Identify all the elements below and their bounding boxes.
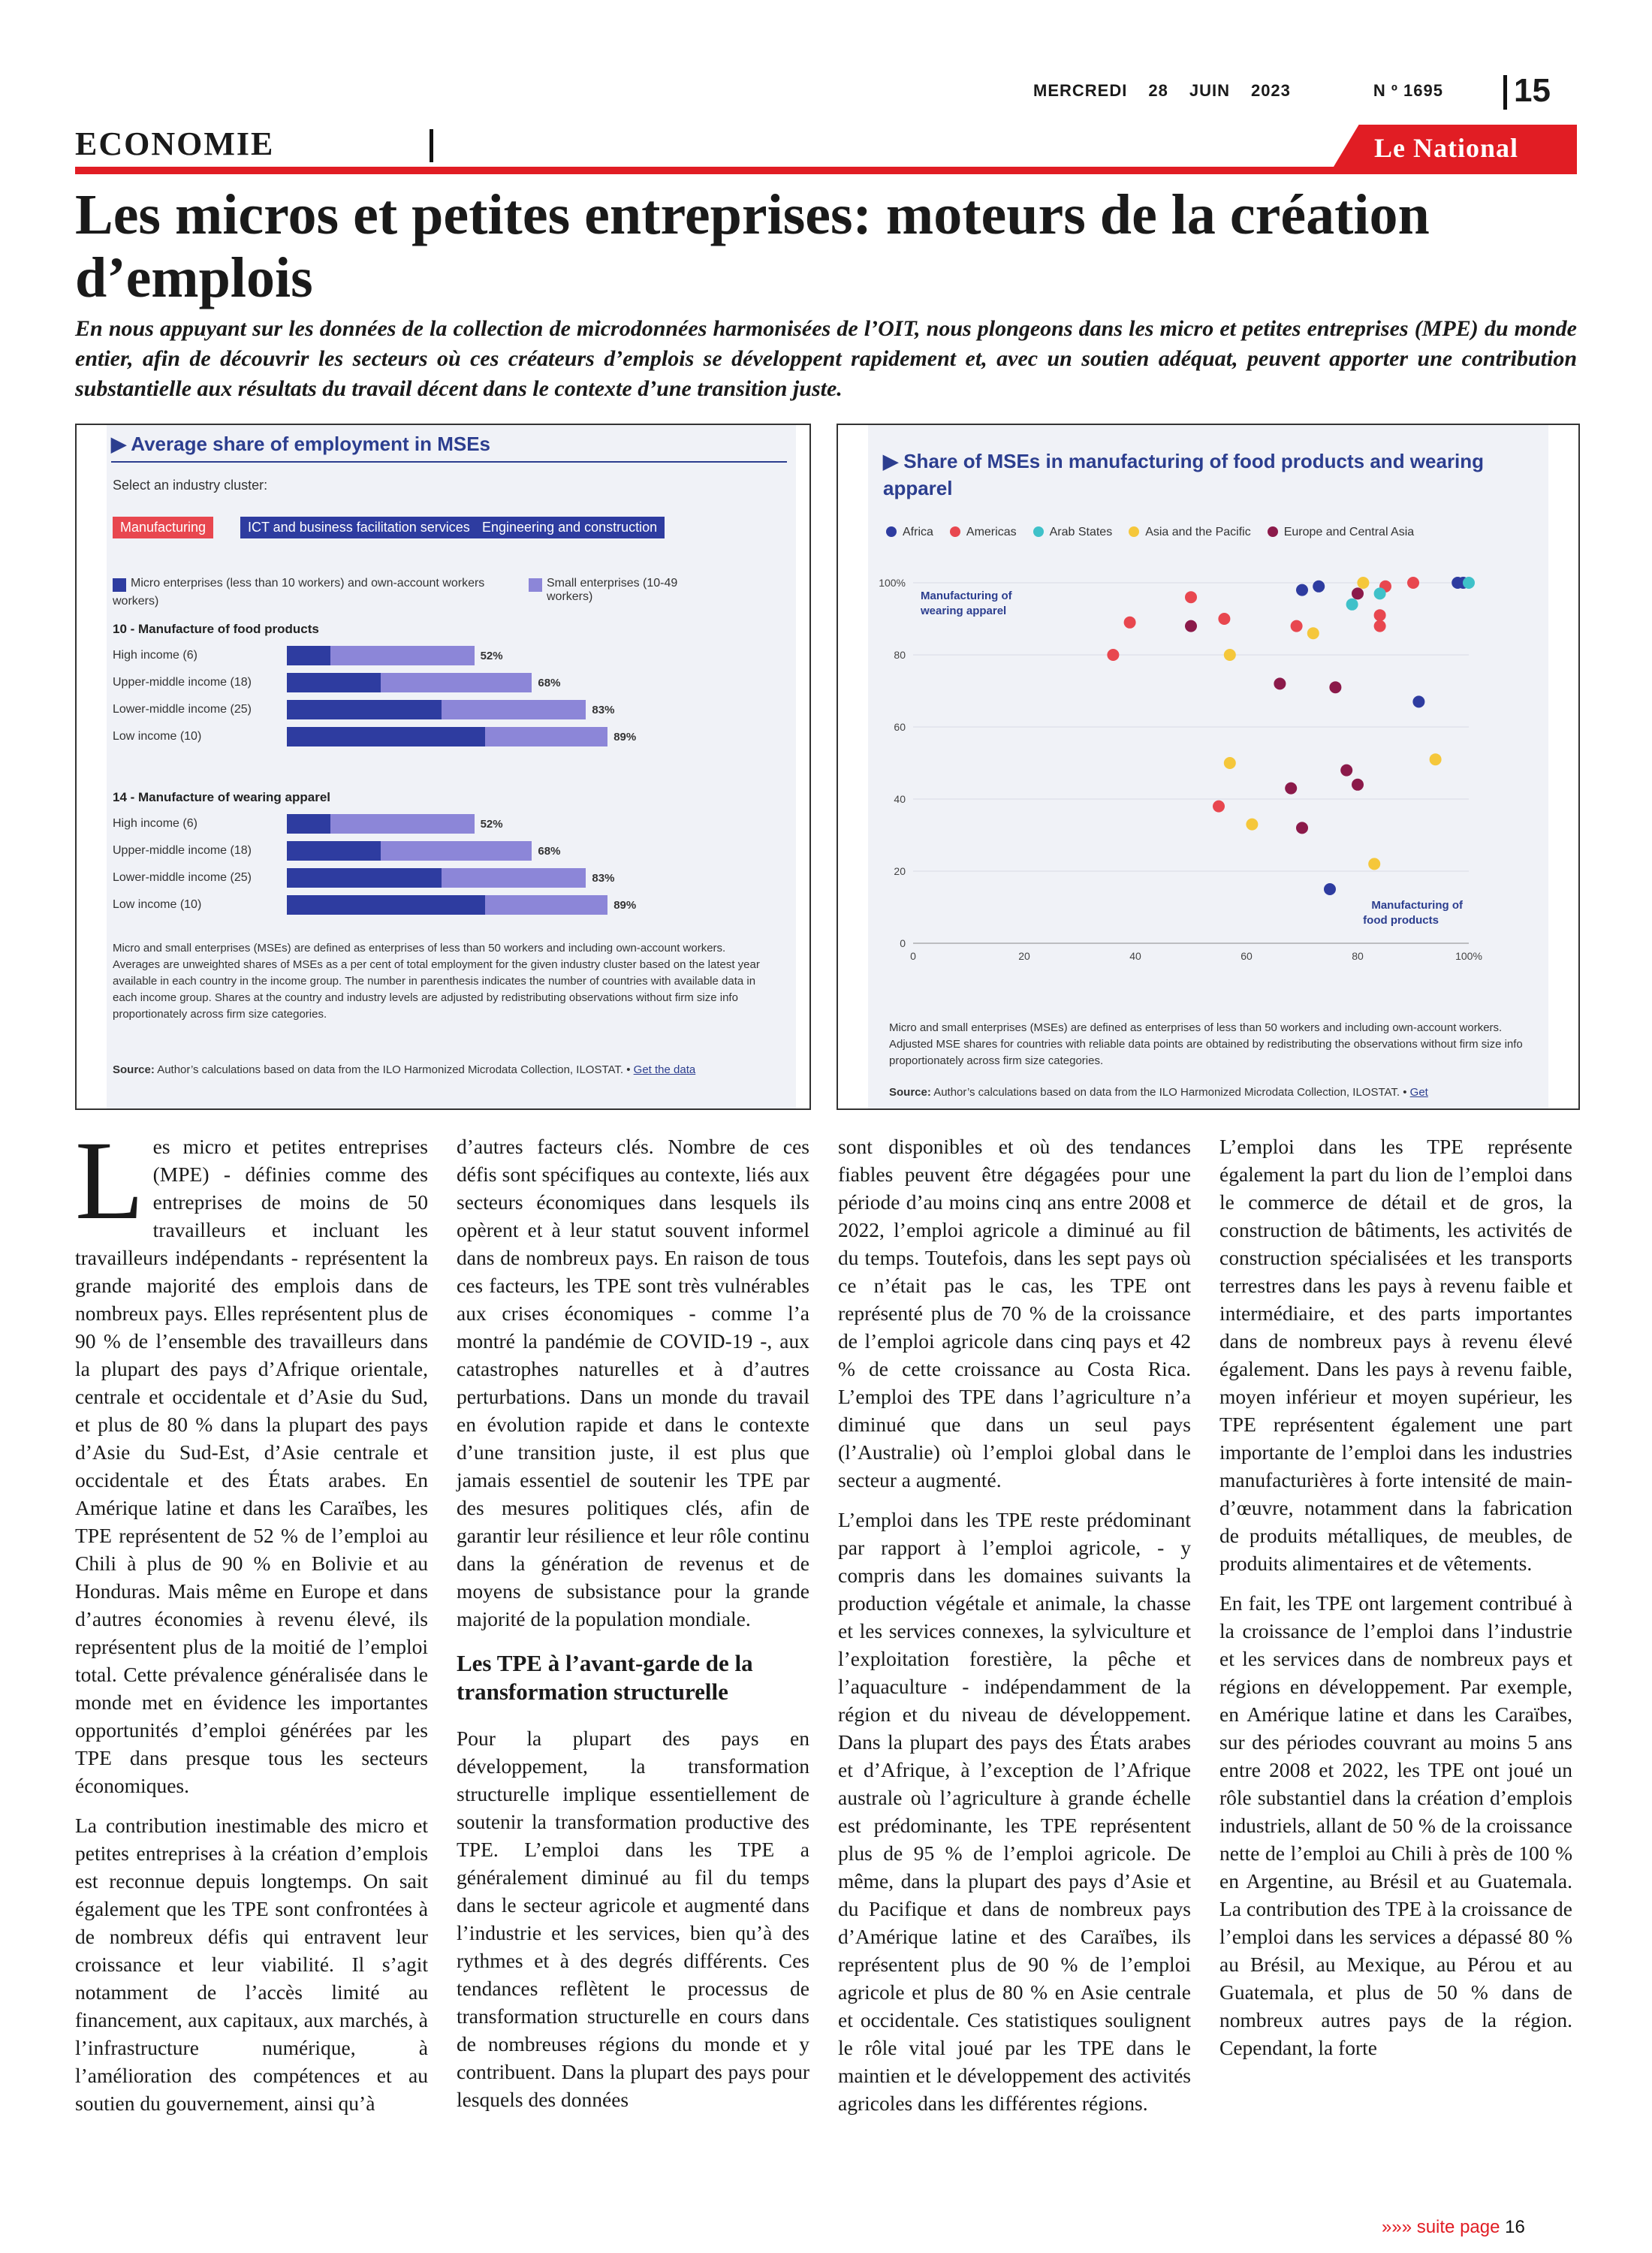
y-tick-label: 100% — [879, 577, 906, 589]
chart-employment-panel — [75, 424, 811, 1110]
tab-ict-business[interactable]: ICT and business facilitation services — [240, 517, 478, 538]
x-tick-label: 40 — [1129, 950, 1141, 962]
bar-row-label: Lower-middle income (25) — [113, 871, 252, 884]
bar-row-label: High income (6) — [113, 649, 197, 662]
legend-item[interactable] — [950, 526, 1017, 538]
bar-row-label: High income (6) — [113, 817, 197, 830]
micro-enterprise-bar — [287, 727, 485, 746]
scatter-point — [1412, 695, 1424, 707]
x-tick-label: 80 — [1352, 950, 1364, 962]
section-label: ECONOMIE — [75, 125, 275, 162]
scatter-point — [1463, 577, 1475, 589]
legend-label: Americas — [966, 526, 1017, 538]
scatter-point — [1213, 801, 1225, 813]
chart-employment-title — [111, 433, 490, 456]
chart-scatter-note: Micro and small enterprises (MSEs) are defined as enterprises of less than 50 workers and including own-account workers. Adjusted MSE shares for countries with reliable data points are obtained by redistributing the observations without firm size info proportionately across firm size categories. — [889, 1021, 1523, 1067]
paragraph: L’emploi dans les TPE représente également la part du lion de l’emploi dans le commerce de détail et de gros, la construction de bâtiments, les activités de construction spécialisées et les transports terrestres dans les pays à revenu faible et intermédiaire, et des parts importantes dans de nombreux pays à revenu élevé également. Dans les pays à revenu faible, moyen inférieur et moyen supérieur, les TPE représentent également une part importante de l’emploi dans les industries manufacturières à forte intensité de main-d’œuvre, notamment dans la fabrication de produits métalliques, de meubles, de produits alimentaires et de vêtements. — [1219, 1135, 1572, 1575]
column-1 — [75, 1118, 428, 2129]
bar-value-label: 89% — [613, 899, 637, 912]
legend-dot — [886, 526, 897, 537]
page-number-divider — [1503, 75, 1507, 110]
y-tick-label: 80 — [894, 649, 906, 661]
micro-enterprise-bar — [287, 895, 485, 915]
y-axis-label — [920, 590, 1013, 617]
issue-dateline — [1033, 81, 1464, 101]
scatter-point — [1285, 783, 1297, 795]
x-tick-label: 20 — [1018, 950, 1030, 962]
x-axis-label-line: food products — [1363, 914, 1439, 927]
chart-employment-note: Micro and small enterprises (MSEs) are defined as enterprises of less than 50 workers and including own-account workers. Averages are unweighted shares of MSEs as a per cent of total employment for the given industry cluster based on the latest year available in each country in the income group. The number in parenthesis indicates the number of countries with available data in each income group. Shares at the country and industry levels are adjusted by redistributing observations without firm size info proportionately across firm size categories. — [113, 942, 760, 1021]
scatter-point — [1352, 587, 1364, 599]
scatter-point — [1224, 757, 1236, 769]
x-axis-label — [1363, 899, 1464, 927]
y-axis-label-line: wearing apparel — [921, 605, 1007, 617]
y-tick-label: 0 — [900, 937, 906, 949]
x-tick-label: 100% — [1455, 950, 1482, 962]
chart-scatter-source — [889, 1084, 1535, 1101]
cluster-select-label: Select an industry cluster: — [113, 478, 268, 493]
legend-label: Asia and the Pacific — [1145, 526, 1251, 538]
scatter-point — [1107, 649, 1119, 661]
legend-item[interactable] — [1129, 526, 1251, 538]
scatter-point — [1352, 779, 1364, 791]
legend-dot — [1129, 526, 1139, 537]
paragraph: La contribution inestimable des micro et petites entreprises à la création d’emplois est reconnue depuis longtemps. On sait également que les TPE sont confrontées à de nombreux défis qui entravent leur croissance et leur viabilité. Il s’agit notamment de l’accès limité au financement, aux capitaux, aux marchés, à l’infrastructure numérique, à l’amélioration des compétences et au soutien du gouvernement, ainsi qu’à — [75, 1814, 428, 2115]
paragraph: En fait, les TPE ont largement contribué à la croissance de l’emploi dans l’industrie et les services dans de nombreux pays et régions en développement. Par exemple, en Amérique latine et dans les Caraïbes, sur des périodes couvrant au moins 5 ans entre 2008 et 2022, les TPE ont joué un rôle substantiel dans la création d’emplois industriels, allant de 50 % de la croissance nette de l’emploi au Chili à près de 100 % en Argentine, au Brésil et au Guatemala. La contribution des TPE à la croissance de l’emploi dans les services a dépassé 80 % au Brésil, au Mexique, au Pérou et au Guatemala, et plus de 50 % dans de nombreux autres pays de la région. Cependant, la forte — [1219, 1591, 1572, 2059]
legend-dot — [950, 526, 960, 537]
source-label: Source: — [113, 1063, 155, 1076]
bar-value-label: 52% — [480, 818, 503, 831]
legend-micro-label: Micro enterprises (less than 10 workers) and own-account workers — [131, 577, 485, 590]
bar-value-label: 68% — [538, 677, 561, 689]
legend-item[interactable] — [1033, 526, 1113, 538]
micro-enterprise-bar — [287, 814, 330, 834]
scatter-point — [1124, 617, 1136, 629]
bar-value-label: 89% — [613, 731, 637, 743]
scatter-point — [1374, 587, 1386, 599]
micro-enterprise-bar — [287, 673, 381, 692]
column-2 — [457, 1133, 809, 2125]
paragraph-text: es micro et petites entreprises (MPE) - définies comme des entreprises de moins de 50 travailleurs et incluant les travailleurs indépendants - représentent la grande majorité des emplois dans de nombreux pays. Elles représentent plus de 90 % de l’ensemble des travailleurs dans la plupart des pays d’Afrique orientale, centrale et occidentale et d’Asie du Sud, et plus de 80 % dans la plupart des pays d’Asie du Sud-Est, d’Asie centrale et occidentale et des États arabes. En Amérique latine et dans les Caraïbes, les TPE représentent de 52 % de l’emploi au Chili à plus de 90 % en Bolivie et au Honduras. Mais même en Europe et dans d’autres économies à revenu élevé, ils représentent plus de la moitié de l’emploi total. Cette prévalence généralisée dans le monde met en évidence les importantes opportunités d’emploi générées par les TPE dans presque tous les secteurs économiques. — [75, 1135, 428, 1797]
legend-dot — [1268, 526, 1278, 537]
legend-label: Africa — [903, 526, 933, 538]
column-4 — [1219, 1133, 1572, 2074]
chart-scatter-panel — [837, 424, 1580, 1110]
source-label: Source: — [889, 1086, 931, 1099]
legend-label: Arab States — [1049, 526, 1113, 538]
paragraph: sont disponibles et où des tendances fiables peuvent être dégagées pour une période d’au moins cinq ans entre 2008 et 2022, l’emploi agricole a diminué au fil du temps. Toutefois, dans les sept pays où ce n’était pas le cas, les TPE ont représenté plus de 70 % de la croissance de l’emploi agricole dans cinq pays et 42 % de cette croissance au Costa Rica. L’emploi des TPE dans l’agriculture n’a diminué que dans un seul pays (l’Australie) où l’emploi global dans le secteur a augmenté. — [838, 1135, 1191, 1491]
continued-page: 16 — [1505, 2217, 1525, 2237]
micro-enterprise-bar — [287, 841, 381, 861]
scatter-point — [1274, 677, 1286, 689]
scatter-point — [1185, 591, 1197, 603]
scatter-plot — [868, 560, 1548, 981]
issue-number: N º 1695 — [1373, 81, 1443, 100]
paragraph: L’emploi dans les TPE reste prédominant par rapport à l’emploi agricole, - y compris dans les domaines suivants la production végétale et animale, la chasse et les services connexes, la sylviculture et l’exploitation forestière, la pêche et l’aquaculture - indépendamment de la région et du niveau de développement. Dans la plupart des pays des États arabes et d’Afrique, à l’exception de l’Afrique australe où l’agriculture à grande échelle est prédominante, les TPE représentent plus de 95 % de l’emploi agricole. De même, dans la plupart des pays d’Asie et du Pacifique et dans de nombreux pays d’Amérique latine et des Caraïbes, ils représentent plus de 90 % de l’emploi agricole et plus de 80 % en Asie centrale et occidentale. Ces statistiques soulignent le rôle vital joué par les TPE dans le maintien et le développement des activités agricoles dans les différentes régions. — [838, 1508, 1191, 2115]
date-month: JUIN — [1189, 81, 1230, 100]
get-data-link[interactable]: Get — [1409, 1086, 1428, 1099]
scatter-point — [1296, 822, 1308, 834]
scatter-point — [1430, 753, 1442, 765]
x-tick-label: 0 — [910, 950, 916, 962]
scatter-point — [1296, 584, 1308, 596]
scatter-point — [1368, 858, 1380, 870]
source-text: Author’s calculations based on data from the ILO Harmonized Microdata Collection, ILOSTAT. • — [157, 1063, 631, 1076]
play-icon: ▶ — [111, 433, 131, 455]
scatter-point — [1313, 581, 1325, 593]
chart-employment-title-text: Average share of employment in MSEs — [131, 433, 491, 455]
brand-name: Le National — [1374, 133, 1519, 163]
scatter-point — [1346, 599, 1358, 611]
micro-enterprise-bar — [287, 868, 442, 888]
bar-group-title: 10 - Manufacture of food products — [113, 622, 319, 636]
micro-enterprise-bar — [287, 700, 442, 719]
date-year: 2023 — [1250, 81, 1291, 100]
y-axis-label-line: Manufacturing of — [921, 590, 1012, 602]
tab-engineering-construction[interactable]: Engineering and construction — [475, 517, 665, 538]
date-day-name: MERCREDI — [1033, 81, 1128, 100]
source-text: Author’s calculations based on data from the ILO Harmonized Microdata Collection, ILOSTAT. • — [933, 1086, 1407, 1099]
scatter-legend — [886, 526, 1547, 539]
play-icon: ▶ — [883, 450, 904, 472]
legend-label: Europe and Central Asia — [1283, 526, 1415, 538]
scatter-point — [1218, 613, 1230, 625]
date-day: 28 — [1148, 81, 1168, 100]
article-lead: En nous appuyant sur les données de la collection de microdonnées harmonisées de l’OIT, nous plongeons dans les micro et petites entreprises (MPE) du monde entier, afin de découvrir les secteurs où ces créateurs d’emplois se développent rapidement et, avec un soutien adéquat, peuvent apporter une contribution substantielle aux résultats du travail décent dans le contexte d’une transition juste. — [75, 316, 1577, 401]
chart-scatter-title — [883, 448, 1529, 502]
scatter-point — [1374, 620, 1386, 632]
scatter-point — [1407, 577, 1419, 589]
article-title: Les micros et petites entreprises: moteurs de la création d’emplois — [75, 183, 1430, 309]
bar-value-label: 68% — [538, 845, 561, 858]
scatter-point — [1340, 765, 1352, 777]
scatter-point — [1291, 620, 1303, 632]
continued-label: »»» suite page — [1382, 2217, 1500, 2237]
bar-value-label: 83% — [592, 704, 615, 716]
chart-scatter-title-text: Share of MSEs in manufacturing of food products and wearing apparel — [883, 450, 1485, 499]
y-tick-label: 60 — [894, 721, 906, 733]
paragraph: d’autres facteurs clés. Nombre de ces défis sont spécifiques au contexte, liés aux secteurs économiques dans lesquels ils opèrent et à leur statut souvent informel dans de nombreux pays. En raison de tous ces facteurs, les TPE sont très vulnérables aux crises économiques - comme l’a montré la pandémie de COVID-19 -, aux catastrophes naturelles et à d’autres perturbations. Dans un monde du travail en évolution rapide et dans le contexte d’une transition juste, il est plus que jamais essentiel de soutenir les TPE par des mesures politiques clés, afin de garantir leur résilience et leur rôle continu dans la génération de revenus et de moyens de subsistance pour la grande majorité de la population mondiale. — [457, 1135, 809, 1630]
section-divider — [430, 129, 433, 162]
legend-item[interactable] — [1268, 526, 1414, 538]
legend-dot — [1033, 526, 1044, 537]
scatter-point — [1329, 681, 1341, 693]
bar-row-label: Low income (10) — [113, 730, 202, 743]
get-data-link[interactable]: Get the data — [633, 1063, 696, 1076]
bar-row-label: Low income (10) — [113, 898, 202, 911]
bar-row-label: Upper-middle income (18) — [113, 676, 252, 689]
scatter-point — [1374, 609, 1386, 621]
scatter-point — [1324, 883, 1336, 895]
column-3 — [838, 1133, 1191, 2129]
legend-micro-swatch — [113, 578, 126, 592]
x-tick-label: 60 — [1241, 950, 1253, 962]
x-axis-label-line: Manufacturing of — [1371, 899, 1463, 912]
bar-row-label: Upper-middle income (18) — [113, 844, 252, 857]
paragraph: Pour la plupart des pays en développement, la transformation structurelle implique essentiellement de soutenir la transformation productive des TPE. L’emploi dans les TPE a généralement diminué au fil du temps dans le secteur agricole et augmenté dans l’industrie et les services, bien qu’à des rythmes et à des degrés différents. Ces tendances reflètent le processus de transformation structurelle en cours dans de nombreuses régions du monde et y contribuent. Dans la plupart des pays pour lesquels des données — [457, 1727, 809, 2111]
page-number: 15 — [1514, 72, 1551, 109]
chart-employment-title-rule — [111, 461, 787, 463]
scatter-point — [1357, 577, 1369, 589]
subheading: Les TPE à l’avant-garde de la transformation structurelle — [457, 1650, 753, 1705]
chart-employment-source — [113, 1062, 773, 1078]
bar-value-label: 52% — [480, 650, 503, 662]
tab-manufacturing[interactable]: Manufacturing — [113, 517, 213, 538]
legend-small-label-cont: workers) — [113, 595, 159, 608]
micro-enterprise-bar — [287, 646, 330, 665]
y-tick-label: 40 — [894, 793, 906, 805]
scatter-point — [1185, 620, 1197, 632]
drop-cap: L — [75, 1118, 144, 1243]
scatter-point — [1224, 649, 1236, 661]
bar-value-label: 83% — [592, 872, 615, 885]
legend-small-label: Small enterprises (10-49 workers) — [547, 577, 678, 603]
scatter-point — [1307, 627, 1319, 639]
y-tick-label: 20 — [894, 865, 906, 877]
continued-note[interactable] — [1382, 2217, 1525, 2238]
bar-row-label: Lower-middle income (25) — [113, 703, 252, 716]
scatter-point — [1246, 819, 1258, 831]
paragraph — [75, 1118, 428, 1799]
legend-small-swatch — [529, 578, 542, 592]
bar-group-title: 14 - Manufacture of wearing apparel — [113, 790, 331, 804]
legend-item[interactable] — [886, 526, 933, 538]
